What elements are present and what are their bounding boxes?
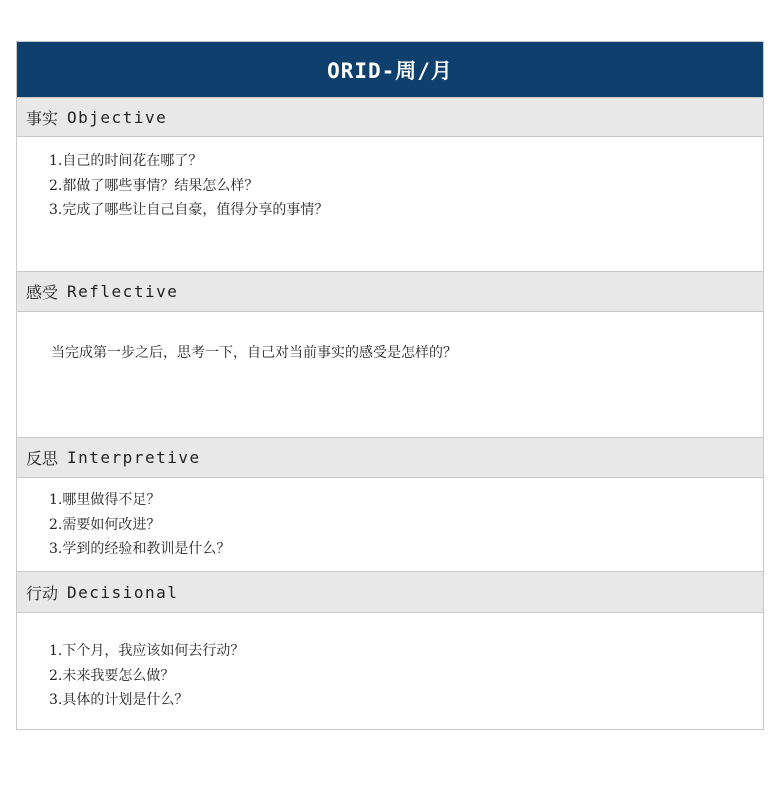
list-item: 3.具体的计划是什么？ (49, 692, 189, 708)
section-body-decisional (17, 613, 763, 729)
orid-table (16, 41, 764, 730)
section-heading-en: Reflective (67, 282, 179, 301)
list-item: 1.哪里做得不足？ (49, 492, 161, 508)
section-heading-cn: 感受 (26, 283, 59, 302)
section-heading-en: Objective (67, 107, 168, 127)
section-body-interpretive (17, 478, 763, 572)
list-item: 3.完成了哪些让自己自豪，值得分享的事情？ (49, 202, 329, 218)
section-body-reflective (17, 312, 763, 438)
section-body-objective (17, 137, 763, 272)
list-item: 2.需要如何改进？ (49, 516, 161, 533)
list-item: 1.自己的时间花在哪了？ (49, 153, 203, 169)
section-header-reflective (17, 271, 763, 312)
list-item: 2.未来我要怎么做？ (49, 667, 175, 684)
list-item: 2.都做了哪些事情？结果怎么样？ (49, 177, 259, 194)
section-header-objective (17, 97, 763, 137)
decisional-list (49, 639, 244, 713)
section-heading-cn: 反思 (26, 449, 59, 468)
objective-list (49, 149, 328, 223)
list-item: 3.学到的经验和教训是什么？ (49, 541, 231, 557)
table-title: ORID-周/月 (17, 42, 763, 97)
interpretive-list (49, 488, 230, 562)
section-heading-en: Interpretive (67, 448, 201, 467)
section-heading-cn: 事实 (26, 108, 59, 128)
list-item: 1.下个月，我应该如何去行动？ (49, 643, 245, 659)
section-heading-cn: 行动 (26, 583, 59, 603)
section-header-interpretive (17, 437, 763, 478)
section-heading-en: Decisional (67, 582, 179, 602)
reflective-text: 当完成第一步之后，思考一下，自己对当前事实的感受是怎样的？ (51, 345, 457, 361)
section-header-decisional (17, 571, 763, 613)
